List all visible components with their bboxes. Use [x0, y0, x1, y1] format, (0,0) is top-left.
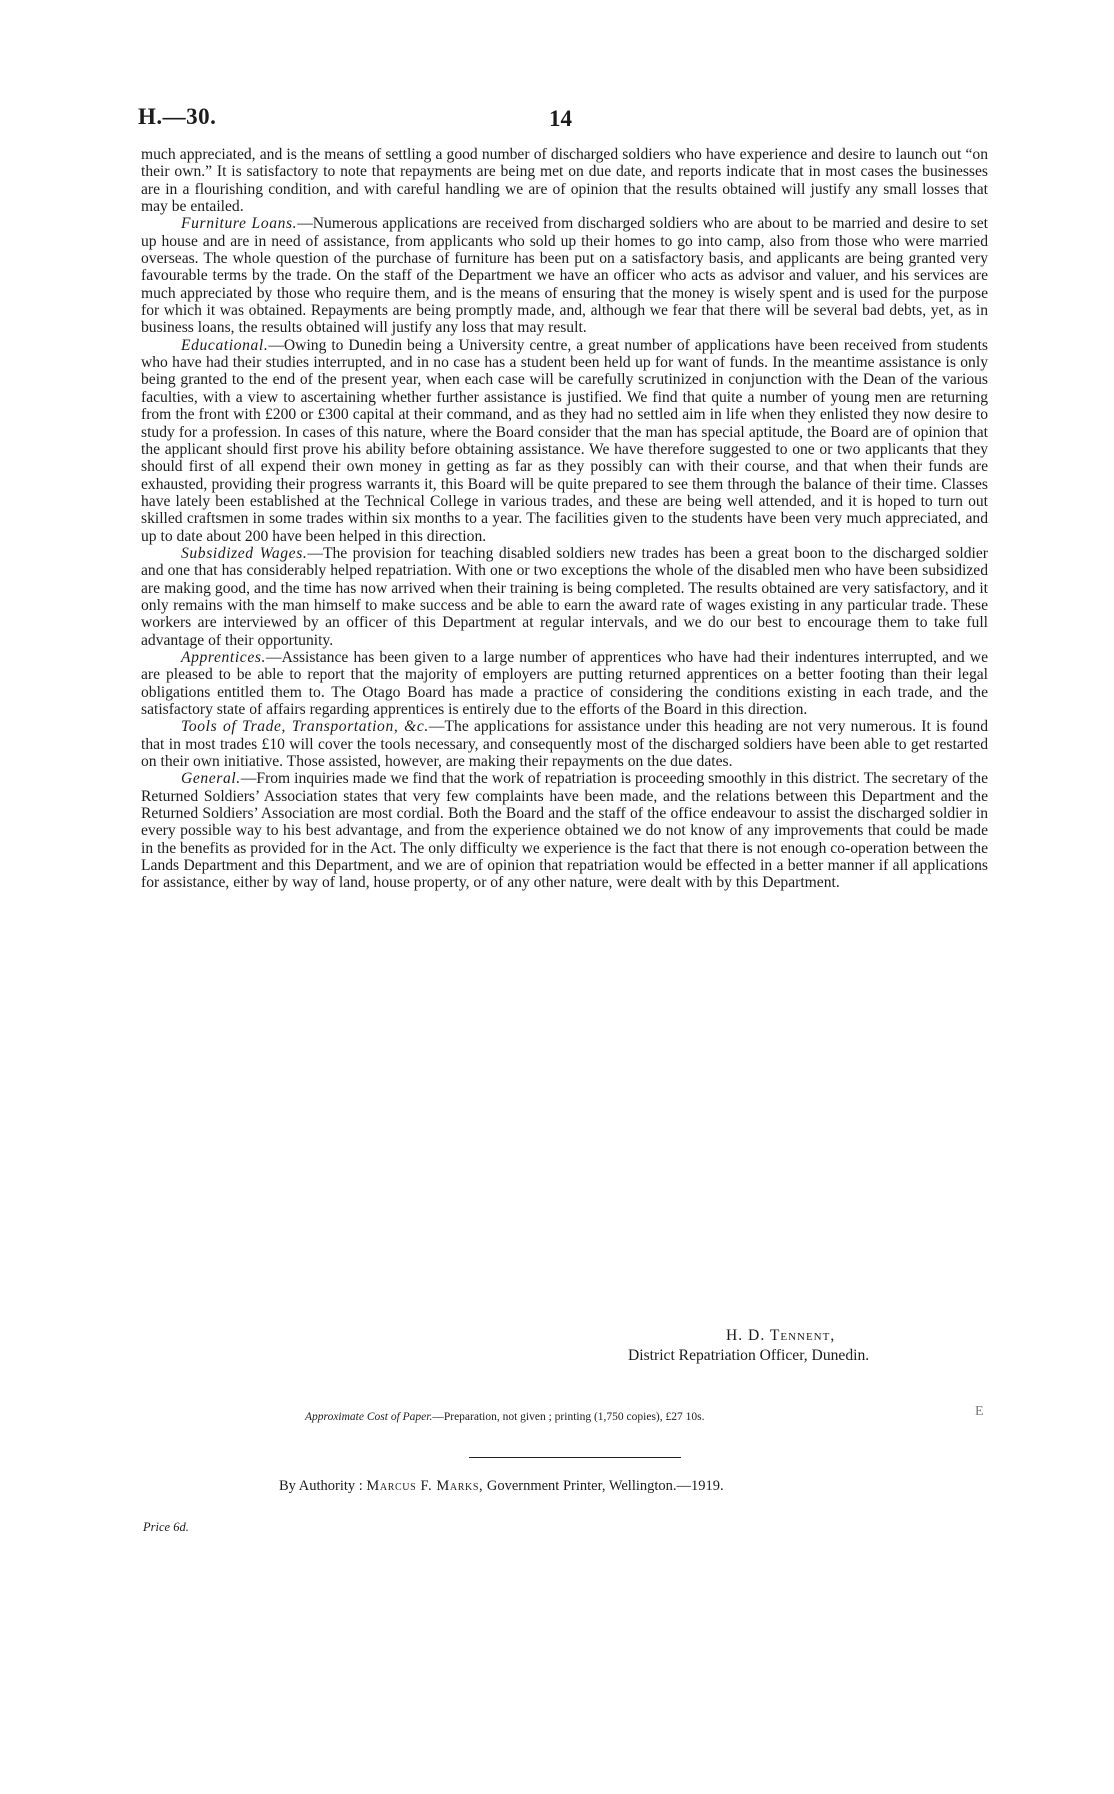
authority-suffix: Government Printer, Wellington.—1919.: [486, 1478, 724, 1494]
paragraph-heading: Apprentices.: [181, 648, 267, 666]
document-code: H.—30.: [138, 104, 217, 129]
paragraph-text: —From inquiries made we find that the work of repatriation is proceeding smoothly in this district. The secretary of the Returned Soldiers’ Association states that very few complaints have been made, and the relations between this Department and the Returned Soldiers’ Association are most cordial. Both the Board and the staff of the office endeavour to assist the discharged soldier in every possible way to his best advantage, and from the experience obtained we do not know of any improvements that could be made in the benefits as provided for in the Act. The only difficulty we experience is the fact that there is not enough co-operation between the Lands Department and this Department, and we are of opinion that repatriation would be effected in a better manner if all applications for assistance, either by way of land, house property, or of any other nature, were dealt with by this Department.: [141, 770, 988, 892]
paragraph-general: [141, 770, 988, 891]
signatory-title: District Repatriation Officer, Dunedin.: [628, 1347, 870, 1364]
paragraph-apprentices: [141, 649, 988, 718]
divider-rule: [469, 1457, 681, 1458]
page-number: 14: [549, 106, 572, 131]
paragraph-text: —Numerous applications are received from discharged soldiers who are about to be married and desire to set up house and are in need of assistance, from applicants who sold up their homes to go into camp, also from those who were married overseas. The whole question of the purchase of furniture has been put on a satisfactory basis, and applicants are being granted very favourable terms by the trade. On the staff of the Department we have an officer who acts as advisor and valuer, and his services are much appreciated by those who require them, and is the means of ensuring that the money is wisely spent and is used for the purpose for which it was obtained. Repayments are being promptly made, and, although we fear that there will be several bad debts, yet, as in business loans, the results obtained will justify any loss that may result.: [141, 215, 988, 337]
printer-authority-line: [279, 1478, 724, 1495]
paragraph-text: —The applications for assistance under this heading are not very numerous. It is found that in most trades £10 will cover the tools necessary, and consequently most of the discharged soldiers have been able to get restarted on their own initiative. Those assisted, however, are making their repayments on the due dates.: [141, 718, 988, 771]
paragraph-text: —Assistance has been given to a large number of apprentices who have had their indentures interrupted, and we are pleased to be able to report that the majority of employers are putting returned apprentices on a better footing than their legal obligations entitled them to. The Otago Board has made a practice of considering the conditions existing in each trade, and the satisfactory state of affairs regarding apprentices is entirely due to the efforts of the Board in this direction.: [141, 648, 988, 718]
authority-prefix: By Authority :: [279, 1478, 363, 1494]
paragraph-text: —Owing to Dunedin being a University centre, a great number of applications have been received from students who have had their studies interrupted, and in no case has a student been held up for want of funds. In the meantime assistance is only being granted to the end of the present year, when each case will be carefully scrutinized in conjunction with the Dean of the various faculties, with a view to ascertaining whether further assistance is justified. We find that quite a number of young men are returning from the front with £200 or £300 capital at their command, and as they had no settled aim in life when they enlisted they now desire to study for a profession. In cases of this nature, where the Board consider that the man has special aptitude, the Board are of opinion that the applicant should first prove his ability before obtaining assistance. We have therefore suggested to one or two applicants that they should first of all expend their own money in getting as far as they possibly can with their course, and that when their funds are exhausted, providing their progress warrants it, this Board will be quite prepared to see them through the balance of their time. Classes have lately been established at the Technical College in various trades, and these are being well attended, and it is hoped to turn out skilled craftsmen in some trades within six months to a year. The facilities given to the students have been very much appreciated, and up to date about 200 have been helped in this direction.: [141, 336, 988, 545]
corner-mark: E: [975, 1404, 984, 1419]
signature-block: [620, 1326, 970, 1366]
printer-name: Marcus F. Marks,: [366, 1478, 484, 1494]
paragraph-heading: Furniture Loans.: [181, 215, 298, 233]
paragraph-text: much appreciated, and is the means of settling a good number of discharged soldiers who have experience and desire to launch out “on their own.” It is satisfactory to note that repayments are being met on due date, and reports indicate that in most cases the businesses are in a flourishing condition, and with careful handling we are of opinion that the results obtained will justify any small losses that may be entailed.: [141, 146, 988, 216]
paragraph-furniture-loans: [141, 215, 988, 336]
price-label: Price 6d.: [143, 1520, 189, 1534]
paragraph-text: —The provision for teaching disabled soldiers new trades has been a great boon to the discharged soldier and one that has considerably helped repatriation. With one or two exceptions the whole of the disabled men who have been subsidized are making good, and the time has now arrived when their training is being completed. The results obtained are very satisfactory, and it only remains with the man himself to make success and be able to earn the award rate of wages existing in any particular trade. These workers are interviewed by an officer of this Department at regular intervals, and we do our best to encourage them to take full advantage of their opportunity.: [141, 544, 988, 649]
cost-of-paper-note: [305, 1411, 704, 1423]
paragraph-subsidized-wages: [141, 545, 988, 649]
body-text: [141, 146, 988, 892]
paragraph-heading: General.: [181, 770, 241, 788]
cost-label: Approximate Cost of Paper.: [305, 1411, 433, 1423]
paragraph-heading: Tools of Trade, Transportation, &c.: [181, 718, 429, 736]
signatory-name: H. D. Tennent,: [726, 1327, 836, 1344]
cost-text: —Preparation, not given ; printing (1,750 copies), £27 10s.: [432, 1411, 705, 1423]
paragraph-heading: Subsidized Wages.: [181, 544, 308, 562]
paragraph-heading: Educational.: [181, 336, 269, 354]
paragraph-business-loans-continued: [141, 146, 988, 215]
paragraph-tools-of-trade: [141, 718, 988, 770]
paragraph-educational: [141, 337, 988, 545]
